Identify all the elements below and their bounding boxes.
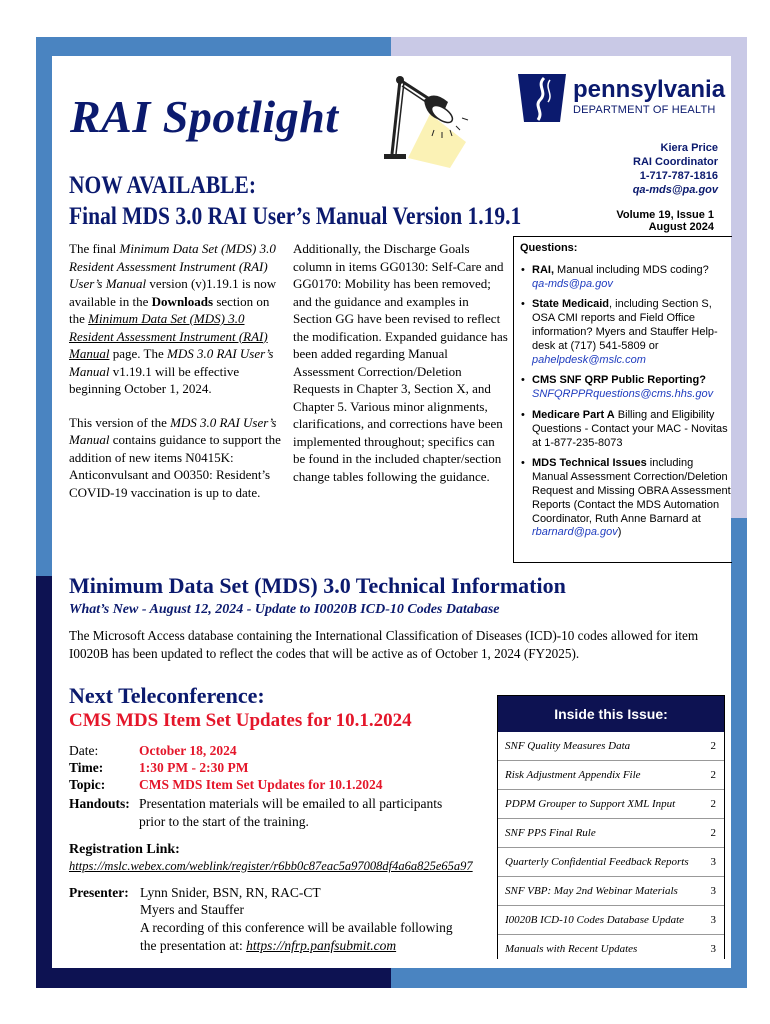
contact-phone: 1-717-787-1816 [639, 170, 718, 182]
paragraph: Additionally, the Discharge Goals column in items GG0130: Self-Care and GG0170: Mobility has been removed; and the guidance and examples in Section GG have been revised to reflect the modification. Expanded guidance has been added regarding Manual Assessment Correction/Deletion Requests in Chapter 3, Section X, and Chapter 5. Various minor alignments, clarifications, and corrections have been implemented throughout; specifics can be found in the included chapter/section change tables following the guidance. [293, 241, 508, 484]
frame-bottom-right [391, 968, 747, 988]
frame-left-upper [36, 56, 52, 576]
section-subheading-mds: What’s New - August 12, 2024 - Update to I0020B ICD-10 Codes Database [69, 602, 500, 617]
handouts-label: Handouts: [69, 796, 130, 811]
frame-top-left [36, 37, 391, 56]
registration-heading: Registration Link: [69, 842, 180, 857]
toc-item[interactable]: I0020B ICD-10 Codes Database Update 3 [498, 906, 724, 935]
email-link[interactable]: rbarnard@pa.gov [532, 526, 618, 539]
question-item: • RAI, Manual including MDS coding? qa-mds@pa.gov [521, 264, 732, 292]
desk-lamp-icon [378, 72, 478, 177]
topic-label: Topic: [69, 777, 106, 792]
email-link[interactable]: qa-mds@pa.gov [532, 277, 613, 290]
article-column-1 [69, 240, 283, 517]
section-body-mds: The Microsoft Access database containing the International Classification of Diseases (ICD)-10 codes allowed for item I0020B has been updated to reflect the codes that will be active as of October 1, 2024 (FY2025). [69, 628, 699, 661]
toc-item[interactable]: SNF PPS Final Rule 2 [498, 819, 724, 848]
email-link[interactable]: SNFQRPPRquestions@cms.hhs.gov [532, 388, 714, 401]
contact-role: RAI Coordinator [633, 156, 718, 168]
question-item: • Medicare Part A Billing and Eligibility Questions - Contact your MAC - Novitas at 1-877-235-8073 [521, 409, 732, 450]
pennsylvania-wordmark: pennsylvania [573, 76, 726, 103]
headline-final-manual: Final MDS 3.0 RAI User’s Manual Version 1.19.1 [69, 203, 522, 230]
date-value: October 18, 2024 [139, 743, 237, 758]
presenter-line-4: the presentation at: https://nfrp.panfsubmit.com [140, 938, 397, 953]
registration-link[interactable]: https://mslc.webex.com/weblink/register/r6bb0c87eac5a97008df4a6a825e65a97 [69, 859, 473, 873]
time-value: 1:30 PM - 2:30 PM [139, 760, 249, 775]
issue-date: August 2024 [648, 221, 714, 233]
frame-top-right [391, 37, 747, 56]
contact-name: Kiera Price [660, 142, 718, 154]
inside-heading: Inside this Issue: [498, 696, 724, 732]
frame-right-upper [731, 56, 747, 518]
paragraph: This version of the MDS 3.0 RAI User’s Manual contains guidance to support the addition of new items N0415K: Anticonvulsant and O0350: Resident’s COVID-19 vaccination is up to date. [69, 414, 281, 500]
toc-item[interactable]: SNF Quality Measures Data 2 [498, 732, 724, 761]
contact-email[interactable]: qa-mds@pa.gov [632, 184, 718, 196]
toc-item[interactable]: Risk Adjustment Appendix File 2 [498, 761, 724, 790]
date-label: Date: [69, 743, 99, 758]
pennsylvania-keystone-logo [514, 72, 570, 129]
questions-box [513, 236, 732, 563]
topic-value: CMS MDS Item Set Updates for 10.1.2024 [139, 777, 383, 792]
toc-item[interactable]: Quarterly Confidential Feedback Reports 3 [498, 848, 724, 877]
section-heading-teleconference: Next Teleconference: [69, 683, 265, 708]
section-heading-mds: Minimum Data Set (MDS) 3.0 Technical Information [69, 573, 566, 598]
inside-this-issue-box [497, 695, 725, 959]
handouts-line-2: prior to the start of the training. [139, 814, 309, 829]
presenter-line-3: A recording of this conference will be available following [140, 920, 453, 935]
frame-left-lower [36, 576, 52, 972]
question-item: • CMS SNF QRP Public Reporting? SNFQRPPRquestions@cms.hhs.gov [521, 374, 732, 402]
article-column-2 [293, 240, 508, 501]
recording-link[interactable]: https://nfrp.panfsubmit.com [246, 938, 397, 953]
presenter-label: Presenter: [69, 885, 129, 900]
department-name: DEPARTMENT OF HEALTH [573, 104, 716, 116]
handouts-line-1: Presentation materials will be emailed to all participants [139, 796, 443, 811]
email-link[interactable]: pahelpdesk@mslc.com [532, 353, 646, 366]
contact-block [633, 141, 718, 197]
newsletter-title: RAI Spotlight [70, 91, 339, 142]
toc-item[interactable]: PDPM Grouper to Support XML Input 2 [498, 790, 724, 819]
presenter-line-1: Lynn Snider, BSN, RN, RAC-CT [140, 885, 321, 900]
question-item: • MDS Technical Issues including Manual Assessment Correction/Deletion Request and Missing OBRA Assessment Reports (Contact the MDS Automation Coordinator, Ruth Anne Barnard at rbarnard@pa.gov) [521, 457, 732, 540]
presenter-line-2: Myers and Stauffer [140, 902, 244, 917]
issue-info [616, 209, 714, 233]
teleconference-title: CMS MDS Item Set Updates for 10.1.2024 [69, 710, 412, 731]
question-item: • State Medicaid, including Section S, OSA CMI reports and Field Office information? Myers and Stauffer Help-desk at (717) 541-5809 or pahelpdesk@mslc.com [521, 298, 732, 367]
paragraph: The final Minimum Data Set (MDS) 3.0 Resident Assessment Instrument (RAI) User’s Manual version (v)1.19.1 is now available in the Downloads section on the Minimum Data Set (MDS) 3.0 Resident Assessment Instrument (RAI) Manual page. The MDS 3.0 RAI User’s Manual v1.19.1 will be effective beginning October 1, 2024. [69, 241, 277, 396]
toc-item[interactable]: SNF VBP: May 2nd Webinar Materials 3 [498, 877, 724, 906]
mds-manual-page-link[interactable]: Minimum Data Set (MDS) 3.0 Resident Assessment Instrument (RAI) Manual [69, 311, 268, 361]
frame-right-lower [731, 518, 747, 972]
time-label: Time: [69, 760, 104, 775]
toc-item[interactable]: Manuals with Recent Updates 3 [498, 935, 724, 963]
questions-heading: Questions: [520, 242, 578, 254]
headline-now-available: NOW AVAILABLE: [69, 172, 257, 199]
frame-bottom-left [36, 968, 392, 988]
issue-volume: Volume 19, Issue 1 [616, 209, 714, 221]
